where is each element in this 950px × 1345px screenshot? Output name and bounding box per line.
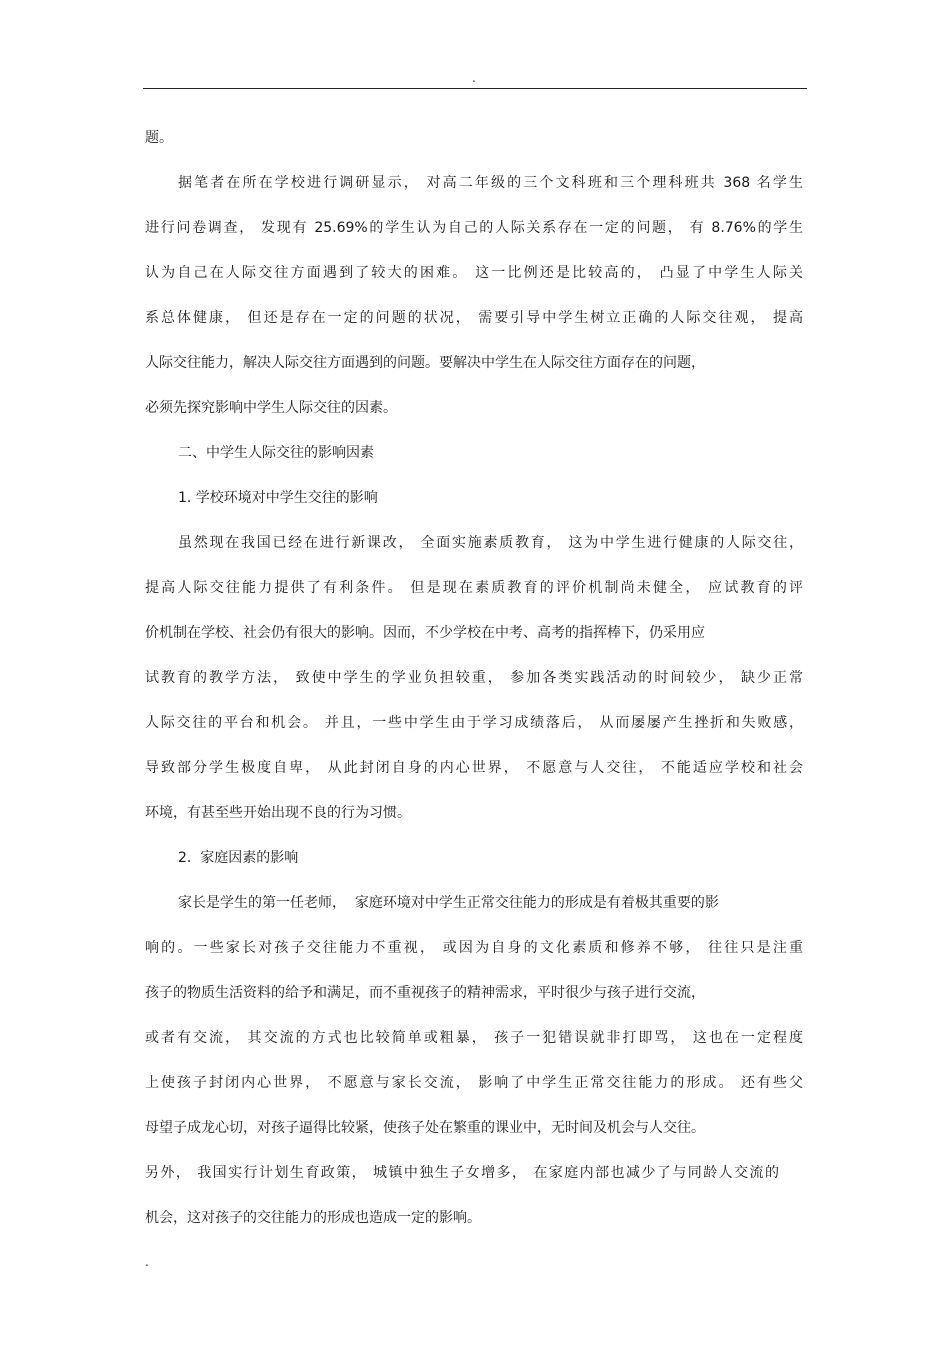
text-line: 上使孩子封闭内心世界， 不愿意与家长交流， 影响了中学生正常交往能力的形成。 还有些父 — [145, 1075, 803, 1091]
text-line: 系总体健康， 但还是存在一定的问题的状况， 需要引导中学生树立正确的人际交往观， 提高 — [145, 310, 803, 326]
text-line: 必须先探究影响中学生人际交往的因素。 — [145, 400, 397, 416]
text-line: 虽然现在我国已经在进行新课改， 全面实施素质教育， 这为中学生进行健康的人际交往， — [178, 535, 803, 551]
text-line: 响的。一些家长对孩子交往能力不重视， 或因为自身的文化素质和修养不够， 往往只是注重 — [145, 940, 803, 956]
subsection-heading: 2. 家庭因素的影响 — [178, 850, 299, 866]
text-line: 另外， 我国实行计划生育政策， 城镇中独生子女增多， 在家庭内部也减少了与同龄人交流的 — [145, 1165, 779, 1181]
footer-mark: . — [145, 1255, 149, 1269]
text-line: 价机制在学校、社会仍有很大的影响。因而，不少学校在中考、高考的指挥棒下，仍采用应 — [145, 625, 705, 641]
text-line: 孩子的物质生活资料的给予和满足，而不重视孩子的精神需求，平时很少与孩子进行交流， — [145, 985, 705, 1001]
subsection-heading: 1. 学校环境对中学生交往的影响 — [178, 490, 378, 506]
text-line: 试教育的教学方法， 致使中学生的学业负担较重， 参加各类实践活动的时间较少， 缺少正常 — [145, 670, 803, 686]
text-line: 环境，有甚至些开始出现不良的行为习惯。 — [145, 805, 411, 821]
text-line: 人际交往的平台和机会。 并且，一些中学生由于学习成绩落后， 从而屡屡产生挫折和失败感， — [145, 715, 803, 731]
text-line: 人际交往能力，解决人际交往方面遇到的问题。要解决中学生在人际交往方面存在的问题， — [145, 355, 705, 371]
text-line: 进行问卷调查， 发现有 25.69%的学生认为自己的人际关系存在一定的问题， 有 8.76%的学生 — [145, 220, 803, 236]
text-line: 或者有交流， 其交流的方式也比较简单或粗暴， 孩子一犯错误就非打即骂， 这也在一定程度 — [145, 1030, 803, 1046]
text-line: 导致部分学生极度自卑， 从此封闭自身的内心世界， 不愿意与人交往， 不能适应学校和社会 — [145, 760, 803, 776]
header-mark: . — [472, 71, 476, 85]
text-line: 题。 — [145, 130, 173, 146]
text-line: 认为自己在人际交往方面遇到了较大的困难。 这一比例还是比较高的， 凸显了中学生人际关 — [145, 265, 803, 281]
text-line: 家长是学生的第一任老师， 家庭环境对中学生正常交往能力的形成是有着极其重要的影 — [178, 895, 719, 911]
text-line: 机会，这对孩子的交往能力的形成也造成一定的影响。 — [145, 1210, 481, 1226]
header-rule — [143, 88, 807, 89]
text-line: 据笔者在所在学校进行调研显示， 对高二年级的三个文科班和三个理科班共 368 名学生 — [178, 175, 803, 191]
text-line: 母望子成龙心切，对孩子逼得比较紧，使孩子处在繁重的课业中，无时间及机会与人交往。 — [145, 1120, 705, 1136]
text-line: 提高人际交往能力提供了有利条件。 但是现在素质教育的评价机制尚未健全， 应试教育的评 — [145, 580, 803, 596]
section-heading: 二、中学生人际交往的影响因素 — [178, 445, 374, 461]
